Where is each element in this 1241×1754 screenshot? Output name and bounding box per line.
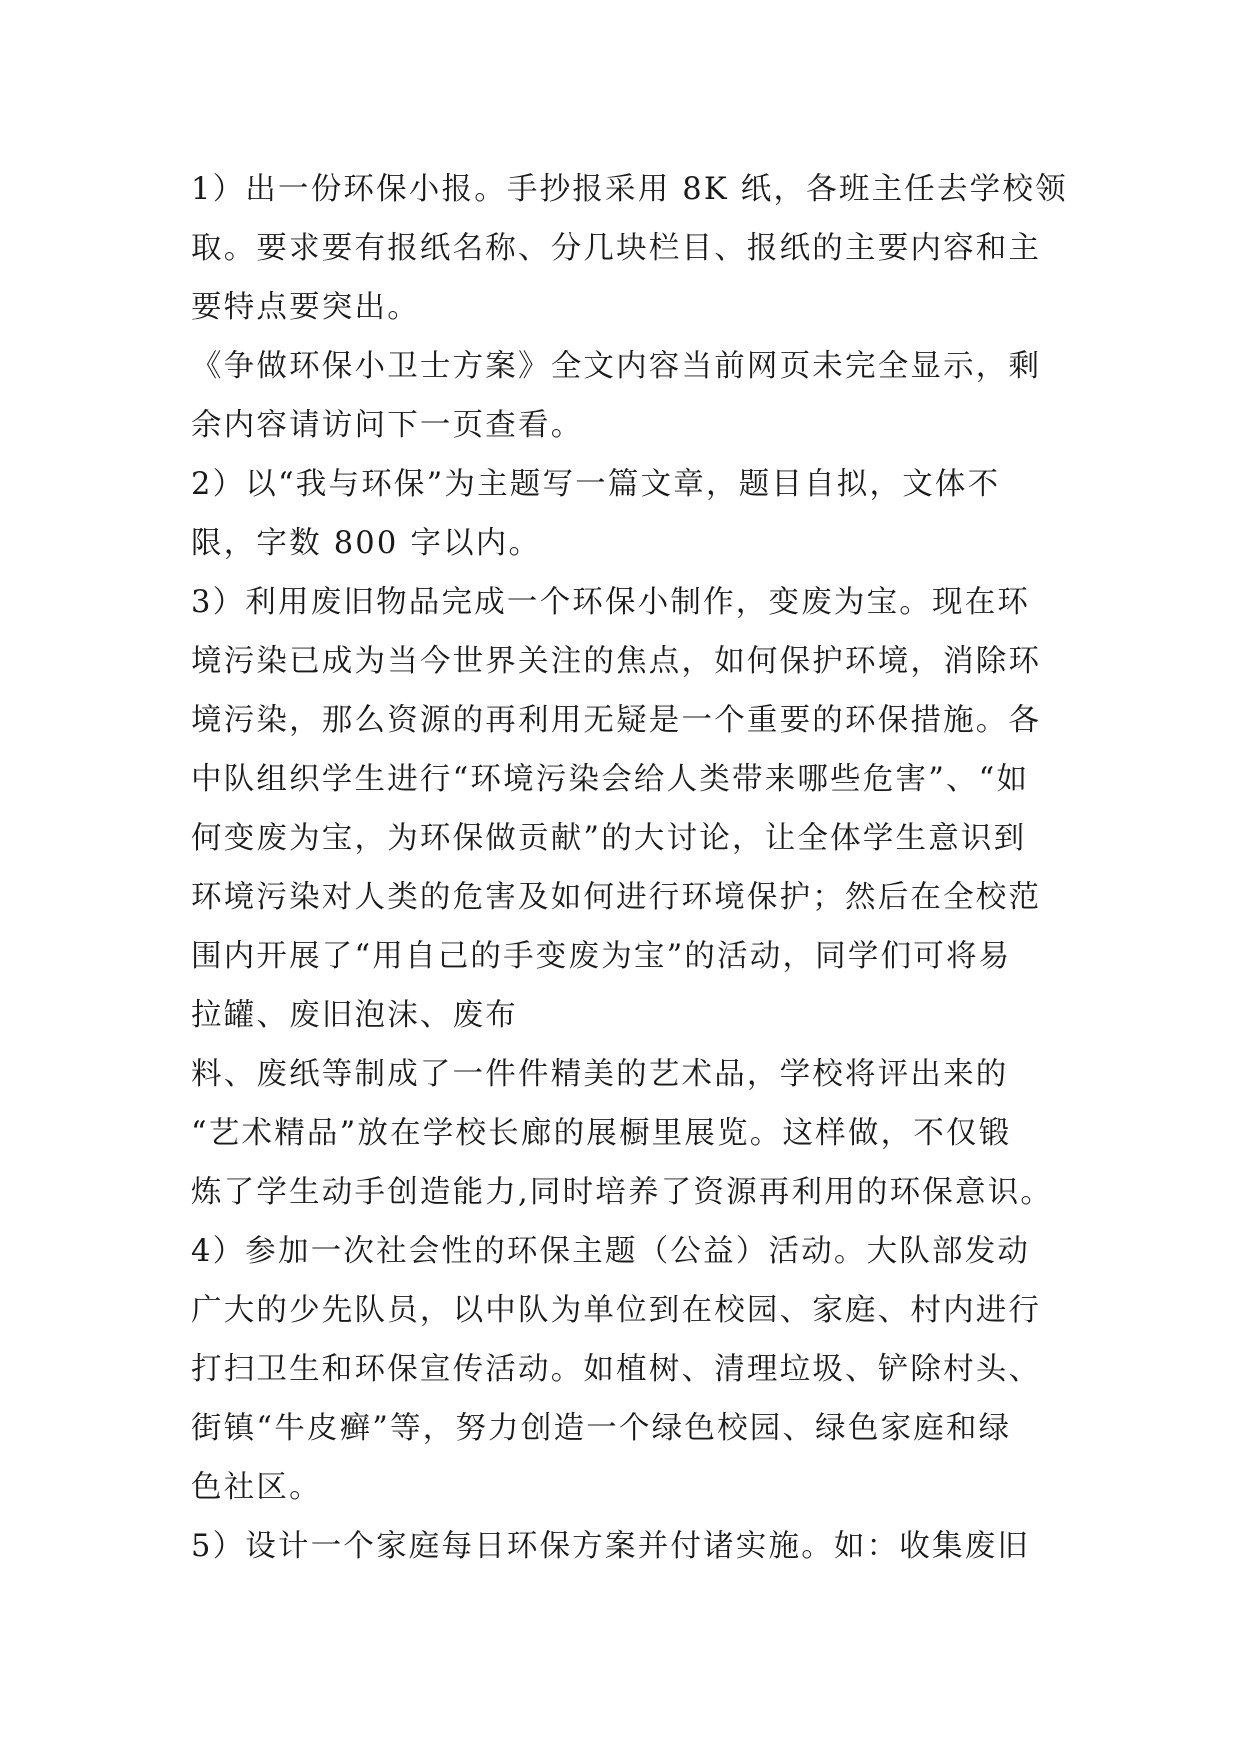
text-line: 4）参加一次社会性的环保主题（公益）活动。大队部发动 xyxy=(191,1234,1031,1269)
text-line: 广大的少先队员，以中队为单位到在校园、家庭、村内进行 xyxy=(191,1293,1042,1328)
text-line: 取。要求要有报纸名称、分几块栏目、报纸的主要内容和主 xyxy=(191,231,1042,266)
text-line: 《争做环保小卫士方案》全文内容当前网页未完全显示，剩 xyxy=(191,349,1042,384)
text-line: 打扫卫生和环保宣传活动。如植树、清理垃圾、铲除村头、 xyxy=(191,1352,1042,1387)
text-line: 要特点要突出。 xyxy=(191,290,420,325)
text-line: 中队组织学生进行“环境污染会给人类带来哪些危害”、“如 xyxy=(191,762,1030,797)
text-line: 境污染已成为当今世界关注的焦点，如何保护环境，消除环 xyxy=(191,644,1042,679)
text-line: 余内容请访问下一页查看。 xyxy=(191,408,584,443)
text-line: 限，字数 800 字以内。 xyxy=(191,526,542,561)
text-line: 3）利用废旧物品完成一个环保小制作，变废为宝。现在环 xyxy=(191,585,1031,620)
text-line: 2）以“我与环保”为主题写一篇文章，题目自拟，文体不 xyxy=(191,467,1001,502)
text-line: 何变废为宝，为环保做贡献”的大讨论，让全体学生意识到 xyxy=(191,821,1027,856)
text-line: 5）设计一个家庭每日环保方案并付诸实施。如：收集废旧 xyxy=(191,1529,1031,1564)
text-line: 拉罐、废旧泡沫、废布 xyxy=(191,998,518,1033)
text-line: 料、废纸等制成了一件件精美的艺术品，学校将评出来的 xyxy=(191,1057,1009,1092)
text-line: 围内开展了“用自己的手变废为宝”的活动，同学们可将易 xyxy=(191,939,1012,974)
text-line: 1）出一份环保小报。手抄报采用 8K 纸，各班主任去学校领 xyxy=(191,172,1068,207)
text-line: 炼了学生动手创造能力,同时培养了资源再利用的环保意识。 xyxy=(191,1175,1054,1210)
text-line: 境污染，那么资源的再利用无疑是一个重要的环保措施。各 xyxy=(191,703,1042,738)
text-line: 街镇“牛皮癣”等，努力创造一个绿色校园、绿色家庭和绿 xyxy=(191,1411,1012,1446)
text-line: “艺术精品”放在学校长廊的展橱里展览。这样做，不仅锻 xyxy=(191,1116,1012,1151)
text-line: 色社区。 xyxy=(191,1470,322,1505)
text-line: 环境污染对人类的危害及如何进行环境保护；然后在全校范 xyxy=(191,880,1042,915)
